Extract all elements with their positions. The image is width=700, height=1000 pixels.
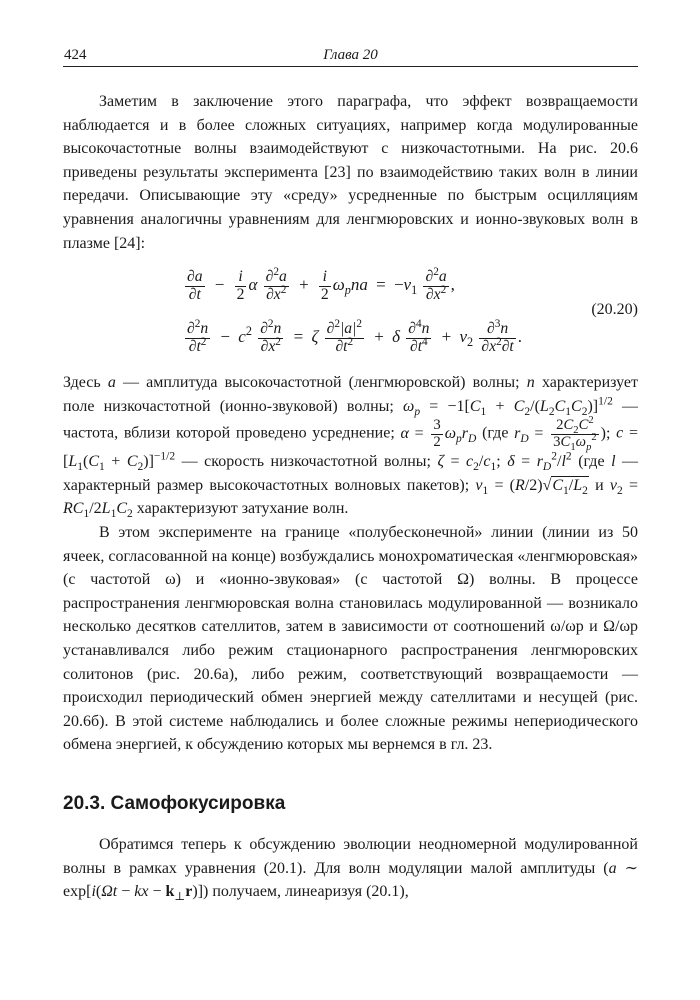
paragraph-experiment: В этом эксперименте на границе «полубесконечной» линии (линии из 50 ячеек, согласованной на конце) возбуждались монохроматическая «ленгмюровская» (с частотой ω) и «ионно-звуковая» (с частотой Ω) волны. В процессе распространения ленгмюровская волна становилась модулированной — возникало несколько десятков сателлитов, затем в зависимости от соотношений ω/ωp и Ω/ωp устанавливался либо режим стационарного распространения ленгмюровских солитонов (рис. 20.6а), либо режим, соответствующий возвращаемости — происходил периодический обмен энергией между сателлитами и несущей (рис. 20.6б). В этой системе наблюдались и более сложные режимы непериодического обмена энергией, к обсуждению которых мы вернемся в гл. 23.	[63, 524, 638, 754]
page-header	[63, 44, 638, 67]
equation-ion-sound: $\frac{\partial^2n}{\partial t^2}$ − $c^2$ $\frac{\partial^2n}{\partial x^2}$ = ζ $\frac{\partial^2|a|^2}{\partial t^2}$ + δ $\frac{\partial^4n}{\partial t^4}$ + $\nu_2$ $\frac{\partial^3n}{\partial x^2\partial t}$ .	[187, 317, 523, 355]
document-page	[63, 44, 638, 904]
equation-langmuir: $\frac{\partial a}{\partial t}$ − $\frac{i}{2}$ α $\frac{\partial^2a}{\partial x^2}$ + $\frac{i}{2}$ $\omega_pna = -\nu_1$ $\frac{\partial^2a}{\partial x^2}$ ,	[187, 265, 455, 303]
equation-block	[63, 261, 638, 369]
paragraph-self-focusing: Обратимся теперь к обсуждению эволюции неодномерной модулированной волны в рамках уравнения (20.1). Для волн модуляции малой амплитуды (a ∼ exp[i(Ωt − kx − $k_\perp r$)]) получаем, линеаризуя (20.1),	[63, 835, 639, 904]
page-number: 424	[64, 47, 87, 63]
paragraph-intro: Заметим в заключение этого параграфа, что эффект возвращаемости наблюдается и в более сложных ситуациях, например когда модулированные высокочастотные волны взаимодействуют с низкочастотными. На рис. 20.6 приведены результаты эксперимента [23] по взаимодействию таких волн в линии передачи. Описывающие эту «среду» усредненные по быстрым осцилляциям уравнения аналогичны уравнениям для ленгмюровских и ионно-звуковых волн в плазме [24]:	[63, 93, 638, 252]
chapter-title: Глава 20	[323, 47, 378, 63]
equation-number: (20.20)	[591, 301, 638, 319]
paragraph-definitions: Здесь a — амплитуда высокочастотной (ленгмюровской) волны; n характеризует поле низкочастотной (ионно-звуковой) волны; $\omega_p = -1[C_1 + C_2/(L_2C_1C_2)]^{1/2}$ — частота, вблизи которой проведено усреднение; α = $\frac{3}{2}$ $\omega_pr_D$ (где $r_D$ = $\frac{2C_2C^2}{3C_1\omega_p^2}$ ); $c = [L_1(C_1 + C_2)]^{-1/2}$ — скорость низкочастотной волны; $\zeta = c_2/c_1$; $\delta = r_D^2/l^2$ (где l — характерный размер высокочастотных волновых пакетов); $\nu_1 = (R/2)√C_1/L_2$ и $\nu_2 = RC_1/2L_1C_2$ характеризуют затухание волн.	[63, 374, 639, 521]
section-heading: 20.3. Самофокусировка	[63, 792, 286, 814]
